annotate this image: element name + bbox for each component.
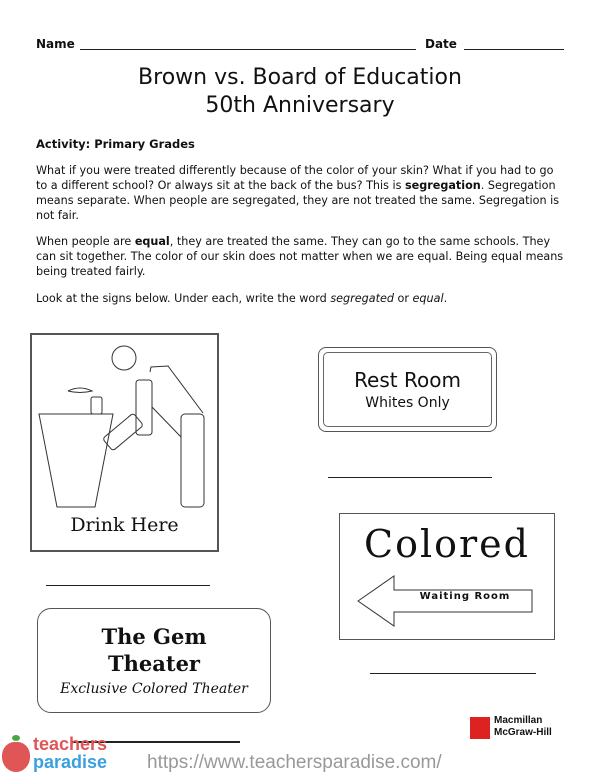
fountain-basin xyxy=(39,414,113,507)
brand-paradise: paradise xyxy=(33,752,108,772)
apple-leaf-icon xyxy=(12,735,20,741)
text: What if you were treated differently because of the color of your skin? What if you had to go to a different school? Or always sit at the back of the bus? This is xyxy=(36,164,554,192)
date-label: Date xyxy=(425,37,457,51)
brand-teachers: teachers xyxy=(33,734,108,754)
theater-name-1: The Gem xyxy=(101,624,207,649)
person-back xyxy=(150,366,203,413)
fountain-sign-text: Drink Here xyxy=(70,514,179,536)
activity-heading: Activity: Primary Grades xyxy=(36,137,195,151)
text: . Segregation means separate. When people are segregated, they are not treated the same. Segregation is not fair. xyxy=(36,179,560,222)
bold-term: segregation xyxy=(405,179,481,192)
italic-term: segregated xyxy=(330,292,394,305)
text: When people are xyxy=(36,235,135,248)
publisher-name xyxy=(494,715,552,739)
answer-line-colored[interactable] xyxy=(370,673,536,674)
colored-title: Colored xyxy=(364,522,530,566)
person-head xyxy=(112,346,136,370)
apple-icon xyxy=(2,742,30,772)
answer-line-fountain[interactable] xyxy=(46,585,210,586)
sign-theater xyxy=(37,608,271,713)
text: Look at the signs below. Under each, write the word xyxy=(36,292,331,305)
title-line-1: Brown vs. Board of Education xyxy=(138,65,462,90)
text: , they are treated the same. They can go to the same schools. They can sit together. The color of our skin does not matter when we are equal. Being equal means being treated fairly. xyxy=(36,235,564,278)
person-forearm xyxy=(103,413,144,451)
water-stream xyxy=(68,388,92,393)
mcgraw-hill-logo xyxy=(470,717,490,739)
publisher-line-2: McGraw-Hill xyxy=(494,727,552,738)
name-label: Name xyxy=(36,37,75,51)
watermark-url-link[interactable]: https://www.teachersparadise.com/ xyxy=(147,752,442,773)
sign-colored xyxy=(339,513,555,640)
italic-term: equal xyxy=(412,292,444,305)
teachers-paradise-brand xyxy=(33,735,107,771)
person-upper-arm xyxy=(136,380,152,435)
theater-subtitle: Exclusive Colored Theater xyxy=(60,681,248,697)
text: or xyxy=(393,292,413,305)
person-waist xyxy=(152,407,181,437)
text: . xyxy=(443,292,448,305)
sign-restroom xyxy=(318,347,497,432)
restroom-subtitle: Whites Only xyxy=(365,395,450,411)
arrow-text: Waiting Room xyxy=(419,591,511,602)
fountain-spout xyxy=(91,397,102,414)
restroom-title: Rest Room xyxy=(354,368,461,392)
title-line-2: 50th Anniversary xyxy=(205,93,395,118)
publisher-line-1: Macmillan xyxy=(494,715,543,726)
answer-line-restroom[interactable] xyxy=(328,477,492,478)
theater-name-2: Theater xyxy=(108,651,200,676)
person-leg xyxy=(181,414,204,507)
bold-term: equal xyxy=(134,235,170,248)
